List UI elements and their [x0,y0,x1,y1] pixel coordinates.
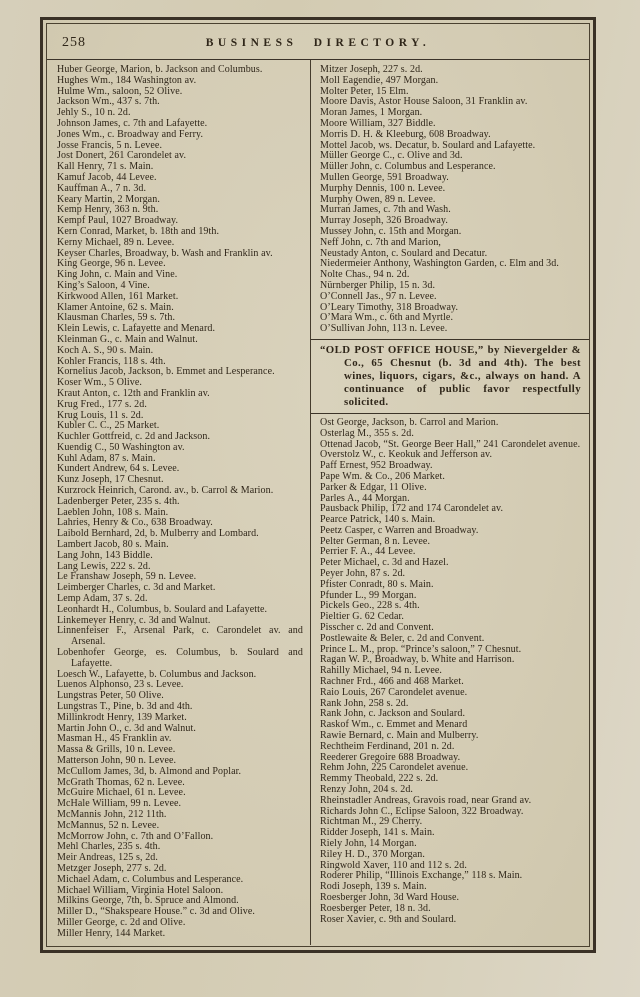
directory-entry: Rachner Frd., 466 and 468 Market. [320,676,464,688]
directory-entry: Laibold Bernhard, 2d, b. Mulberry and Lombard. [57,528,259,540]
left-column [47,60,311,945]
directory-entry: Masman H., 45 Franklin av. [57,733,172,745]
directory-entry: Rank John, c. Jackson and Soulard. [320,708,466,720]
directory-entry: Hulme Wm., saloon, 52 Olive. [57,85,183,97]
directory-entry: Lang John, 143 Biddle. [57,549,153,561]
page-inner-border [46,23,590,947]
directory-entry: O’Sullivan John, 113 n. Levee. [320,323,448,335]
page-header [47,24,589,60]
directory-entry: Matterson John, 90 n. Levee. [57,755,177,766]
advertisement [320,339,581,414]
directory-entry: Martin John O., c. 3d and Walnut. [57,722,196,734]
directory-entry: Murphy Dennis, 100 n. Levee. [320,182,446,194]
directory-entry: Kunz Joseph, 17 Chesnut. [57,474,164,486]
directory-entry: McMannis John, 212 11th. [57,808,167,820]
advertisement-text: “OLD POST OFFICE HOUSE,” by Nievergelder & Co., 65 Chesnut (b. 3d and 4th). The best wines, liquors, cigars, &c., always on hand. A continuance of public favor respectfully solicited. [320,343,581,408]
directory-entry: Peetz Casper, c Warren and Broadway. [320,524,479,536]
directory-entry: Lahries, Henry & Co., 638 Broadway. [57,517,213,529]
directory-entry: Peter Michael, c. 3d and Hazel. [320,557,449,569]
directory-entry: Mussey John, c. 15th and Morgan. [320,225,462,237]
directory-entry: Rank John, 258 s. 2d. [320,697,409,709]
directory-entry: Kern Conrad, Market, b. 18th and 19th. [57,225,220,237]
directory-entry: Pelter German, 8 n. Levee. [320,535,431,547]
directory-entry: Lungstras T., Pine, b. 3d and 4th. [57,701,193,713]
directory-entry: Kuhl Adam, 87 s. Main. [57,452,156,464]
directory-entry: Jehly S., 10 n. 2d. [57,107,131,119]
directory-entry: Roesberger Peter, 18 n. 3d. [320,902,431,914]
directory-entry: Moore Davis, Astor House Saloon, 31 Franklin av. [320,96,528,108]
directory-entry: O’Connell Jas., 97 n. Levee. [320,290,437,302]
directory-entry: Krug Fred., 177 s. 2d. [57,398,147,410]
directory-entry: Rehm John, 225 Carondelet avenue. [320,762,469,774]
directory-entry: Paff Ernest, 952 Broadway. [320,460,433,472]
directory-entry: Johnson James, c. 7th and Lafayette. [57,117,208,129]
directory-entry: Roesberger John, 3d Ward House. [320,891,460,903]
directory-entry: Roderer Philip, “Illinois Exchange,” 118 s. Main. [320,870,523,882]
directory-entry: Rheinstadler Andreas, Gravois road, near Grand av. [320,794,532,806]
directory-entry: Kemp Henry, 363 n. 9th. [57,204,159,216]
directory-entry: Kubler C. C., 25 Market. [57,420,160,432]
directory-entry: Postlewaite & Beler, c. 2d and Convent. [320,632,485,644]
directory-entry: Peyer John, 87 s. 2d. [320,568,406,580]
directory-entry: Jost Donert, 261 Carondelet av. [57,150,187,162]
directory-entry: Ringwold Xaver, 110 and 112 s. 2d. [320,859,467,871]
directory-entry: Morris D. H. & Kleeburg, 608 Broadway. [320,128,491,140]
directory-entry: Mehl Charles, 235 s. 4th. [57,841,161,853]
directory-entry: Nolte Chas., 94 n. 2d. [320,269,410,281]
directory-entry: Reederer Gregoire 688 Broadway. [320,751,461,763]
directory-entry: Neustady Anton, c. Soulard and Decatur. [320,247,488,259]
directory-entry: Osterlag M., 355 s. 2d. [320,427,414,439]
directory-entry: Rahilly Michael, 94 n. Levee. [320,665,443,677]
right-column-bottom-entries [320,418,581,925]
directory-entry: Parles A., 44 Morgan. [320,492,410,504]
directory-entry: Millinkrodt Henry, 139 Market. [57,711,187,723]
directory-entry: McHale William, 99 n. Levee. [57,798,182,810]
rule-below-ad [311,413,589,414]
scanned-page [40,17,596,953]
directory-entry: Müller John, c. Columbus and Lesperance. [320,161,496,173]
directory-entry: Lungstras Peter, 50 Olive. [57,690,164,702]
directory-entry: Perrier F. A., 44 Levee. [320,546,416,558]
directory-entry: Riley H. D., 370 Morgan. [320,848,425,860]
directory-entry: Kamuf Jacob, 44 Levee. [57,171,157,183]
directory-entry: Riely John, 14 Morgan. [320,838,417,849]
directory-entry: Ost George, Jackson, b. Carrol and Marion. [320,416,499,428]
directory-entry: Raskof Wm., c. Emmet and Menard [320,719,468,731]
directory-entry: Ragan W. P., Broadway, b. White and Harrison. [320,654,515,666]
directory-entry: Miller George, c. 2d and Olive. [57,916,186,928]
directory-entry: Pickels Geo., 228 s. 4th. [320,600,420,612]
directory-entry: Mullen George, 591 Broadway. [320,171,449,183]
directory-entry: Ladenberger Peter, 235 s. 4th. [57,495,180,507]
directory-entry: King John, c. Main and Vine. [57,269,178,281]
directory-entry: Richards John C., Eclipse Saloon, 322 Broadway. [320,805,524,817]
directory-entry: Pausback Philip, 172 and 174 Carondelet av. [320,503,504,515]
directory-entry: Kohler Francis, 118 s. 4th. [57,355,166,367]
directory-entry: Lobenhofer George, es. Columbus, b. Soulard and Lafayette. [57,647,303,669]
directory-entry: Kurzrock Heinrich, Carond. av., b. Carrol & Marion. [57,485,274,497]
directory-entry: Lang Lewis, 222 s. 2d. [57,560,151,572]
directory-entry: Murphy Owen, 89 n. Levee. [320,193,436,205]
directory-entry: Leonhardt H., Columbus, b. Soulard and Lafayette. [57,603,268,615]
directory-entry: Linnenfeiser F., Arsenal Park, c. Carondelet av. and Arsenal. [57,625,303,648]
directory-entry: Pisscher c. 2d and Convent. [320,622,434,634]
directory-entry: McCullom James, 3d, b. Almond and Poplar. [57,765,242,777]
directory-entry: Molter Peter, 15 Elm. [320,85,409,97]
directory-entry: Koch A. S., 90 s. Main. [57,344,154,356]
directory-entry: King George, 96 n. Levee. [57,258,166,270]
rule-above-ad [311,339,589,340]
directory-entry: Klamer Antoine, 62 s. Main. [57,301,174,313]
directory-entry: Kall Henry, 71 s. Main. [57,161,154,173]
directory-entry: Kempf Paul, 1027 Broadway. [57,215,179,227]
directory-entry: Moore William, 327 Biddle. [320,117,436,129]
directory-entry: Mitzer Joseph, 227 s. 2d. [320,64,423,75]
directory-entry: Murran James, c. 7th and Wash. [320,204,451,216]
directory-entry: Milkins George, 7th, b. Spruce and Almond. [57,895,239,907]
directory-entry: McMorrow John, c. 7th and O’Fallon. [57,830,214,842]
directory-entry: O’Mara Wm., c. 6th and Myrtle. [320,312,454,324]
directory-entry: Linkemeyer Henry, c. 3d and Walnut. [57,614,211,626]
directory-entry: Huber George, Marion, b. Jackson and Columbus. [57,64,263,75]
directory-entry: Luenos Alphonso, 23 s. Levee. [57,679,184,691]
directory-entry: Renzy John, 204 s. 2d. [320,784,414,796]
directory-entry: King’s Saloon, 4 Vine. [57,279,150,291]
directory-entry: Neff John, c. 7th and Marion, [320,236,442,248]
directory-entry: Koser Wm., 5 Olive. [57,377,143,389]
directory-entry: Overstolz W., c. Keokuk and Jefferson av. [320,449,493,461]
directory-entry: Miller Henry, 144 Market. [57,927,166,939]
directory-columns [47,60,589,945]
directory-entry: Kuchler Gottfreid, c. 2d and Jackson. [57,431,211,443]
directory-entry: Keary Martin, 2 Morgan. [57,193,160,205]
directory-entry: Lambert Jacob, 80 s. Main. [57,539,169,551]
directory-entry: Rawie Bernard, c. Main and Mulberry. [320,730,479,742]
directory-entry: Jones Wm., c. Broadway and Ferry. [57,128,204,140]
directory-entry: Parker & Edgar, 11 Olive. [320,481,427,493]
directory-entry: Moll Eagendie, 497 Morgan. [320,74,439,86]
right-column-top-entries [320,65,581,335]
directory-entry: Klausman Charles, 59 s. 7th. [57,312,176,324]
directory-entry: Kerny Michael, 89 n. Levee. [57,236,175,248]
directory-entry: Kornelius Jacob, Jackson, b. Emmet and Lesperance. [57,366,275,378]
directory-entry: Pearce Patrick, 140 s. Main. [320,514,436,526]
directory-entry: Klein Lewis, c. Lafayette and Menard. [57,323,216,335]
directory-entry: O’Leary Timothy, 318 Broadway. [320,301,459,313]
directory-entry: Murray Joseph, 326 Broadway. [320,215,448,227]
directory-entry: Mottel Jacob, ws. Decatur, b. Soulard and Lafayette. [320,139,536,151]
directory-entry: Müller George C., c. Olive and 3d. [320,150,463,162]
directory-entry: Raio Louis, 267 Carondelet avenue. [320,686,468,698]
directory-entry: Pape Wm. & Co., 206 Market. [320,470,445,482]
directory-entry: Ridder Joseph, 141 s. Main. [320,827,435,839]
directory-entry: Massa & Grills, 10 n. Levee. [57,744,176,756]
directory-entry: Prince L. M., prop. “Prince’s saloon,” 7 Chesnut. [320,643,522,655]
directory-entry: Hughes Wm., 184 Washington av. [57,74,197,86]
directory-entry: Kuendig C., 50 Washington av. [57,441,185,453]
directory-entry: Meir Andreas, 125 s, 2d. [57,852,158,864]
directory-entry: Pfister Conradt, 80 s. Main. [320,578,434,590]
directory-entry: Lemp Adam, 37 s. 2d. [57,593,148,605]
directory-entry: Nürnberger Philip, 15 n. 3d. [320,279,436,291]
directory-entry: Laeblen John, 108 s. Main. [57,506,169,518]
directory-entry: McMannus, 52 n. Levee. [57,819,160,831]
directory-entry: Michael William, Virginia Hotel Saloon. [57,884,224,896]
directory-entry: Remmy Theobald, 222 s. 2d. [320,773,439,785]
directory-entry: Richtman M., 29 Cherry. [320,816,423,828]
directory-entry: Michael Adam, c. Columbus and Lesperance. [57,873,244,885]
directory-entry: Josse Francis, 5 n. Levee. [57,139,163,151]
directory-entry: Kauffman A., 7 n. 3d. [57,182,147,194]
directory-entry: Kraut Anton, c. 12th and Franklin av. [57,387,210,399]
directory-entry: Moran James, 1 Morgan. [320,107,423,119]
directory-entry: McGuire Michael, 61 n. Levee. [57,787,186,799]
directory-entry: Pieltier G. 62 Cedar. [320,611,405,623]
directory-entry: Ottenad Jacob, “St. George Beer Hall,” 241 Carondelet avenue. [320,438,581,450]
directory-entry: Metzger Joseph, 277 s. 2d. [57,862,167,874]
directory-entry: Le Franshaw Joseph, 59 n. Levee. [57,571,197,583]
directory-entry: Kirkwood Allen, 161 Market. [57,290,179,302]
directory-entry: Loesch W., Lafayette, b. Columbus and Jackson. [57,668,257,680]
directory-entry: Rodi Joseph, 139 s. Main. [320,881,427,893]
directory-entry: Rechtheim Ferdinand, 201 n. 2d. [320,740,455,752]
directory-entry: Roser Xavier, c. 9th and Soulard. [320,913,457,925]
directory-entry: Kundert Andrew, 64 s. Levee. [57,463,180,475]
page-title: BUSINESS DIRECTORY. [205,37,431,49]
directory-entry: Keyser Charles, Broadway, b. Wash and Franklin av. [57,247,273,259]
page-number: 258 [62,35,86,50]
directory-entry: Kleinman G., c. Main and Walnut. [57,333,198,345]
directory-entry: Pfunder L., 99 Morgan. [320,589,417,601]
directory-entry: Miller D., “Shakspeare House.” c. 3d and Olive. [57,906,255,918]
directory-entry: Niedermeier Anthony, Washington Garden, c. Elm and 3d. [320,258,559,270]
right-column [311,60,589,945]
directory-entry: McGrath Thomas, 62 n. Levee. [57,776,185,788]
directory-entry: Jackson Wm., 437 s. 7th. [57,96,160,108]
directory-entry: Krug Louis, 11 s. 2d. [57,409,144,421]
directory-entry: Leimberger Charles, c. 3d and Market. [57,582,216,594]
